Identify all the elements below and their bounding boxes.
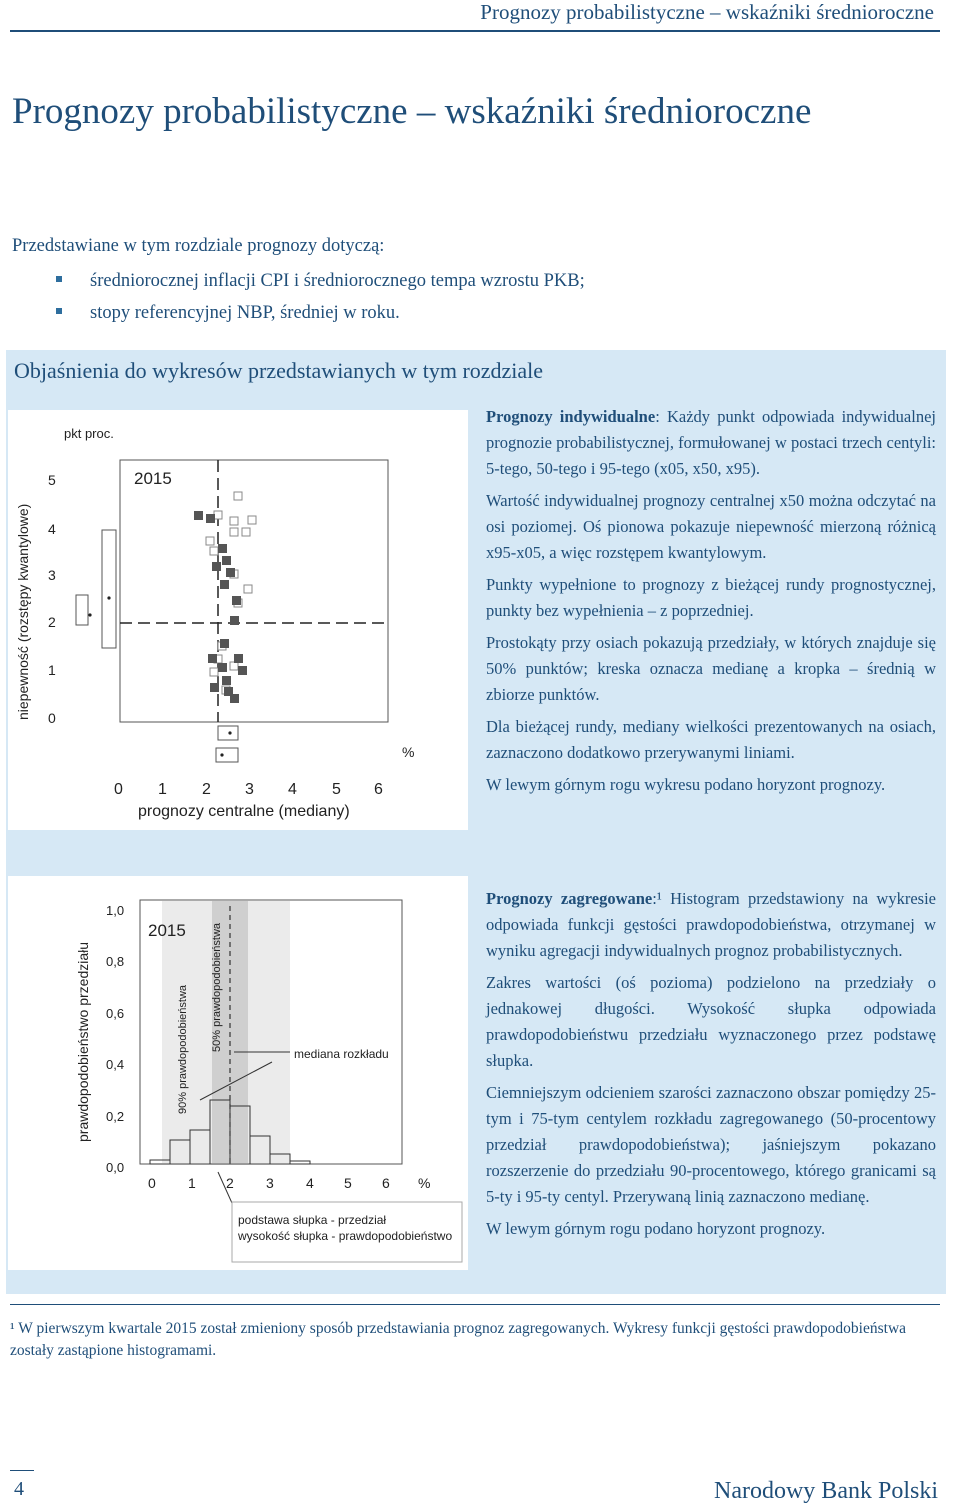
point-current <box>234 654 243 663</box>
label-50: 50% prawdopodobieństwa <box>211 922 223 1052</box>
point-current <box>230 694 239 703</box>
paragraph: Dla bieżącej rundy, mediany wielkości prezentowanych na osiach, zaznaczono dodatkowo przerywanymi liniami. <box>486 717 936 762</box>
x-tick: 0 <box>114 781 123 798</box>
point-previous <box>210 547 218 555</box>
unit-label: pkt proc. <box>64 426 114 441</box>
y-tick: 5 <box>48 472 56 488</box>
point-current <box>206 514 215 523</box>
x-tick: 1 <box>188 1175 196 1191</box>
text-individual <box>486 404 936 804</box>
point-previous <box>230 662 238 670</box>
x-tick: 3 <box>266 1175 274 1191</box>
x-tick: 6 <box>374 781 383 798</box>
x-tick: 6 <box>382 1175 390 1191</box>
x-tick: 4 <box>306 1175 314 1191</box>
x-tick: 5 <box>332 781 341 798</box>
brand-name: Narodowy Bank Polski <box>714 1478 938 1504</box>
y-tick: 0,6 <box>106 1006 125 1021</box>
x-unit: % <box>418 1175 431 1191</box>
x-tick: 4 <box>288 781 297 798</box>
point-current <box>194 511 203 520</box>
square-bullet-icon <box>56 276 62 282</box>
footnote-rule <box>10 1304 940 1305</box>
x-tick: 1 <box>158 781 167 798</box>
y-tick: 0,0 <box>106 1160 125 1175</box>
header-rule <box>10 30 940 32</box>
bullet-item: stopy referencyjnej NBP, średniej w roku. <box>50 297 585 329</box>
y-axis-title: niepewność (rozstępy kwantylowe) <box>15 503 31 720</box>
x-mean-dot <box>220 753 223 756</box>
legend-line1: podstawa słupka - przedział <box>238 1213 387 1227</box>
square-bullet-icon <box>56 308 62 314</box>
y-tick: 2 <box>48 614 56 630</box>
paragraph: Punkty wypełnione to prognozy z bieżącej rundy prognostycznej, punkty bez wypełnienia – z poprzedniej. <box>486 575 936 620</box>
page-title: Prognozy probabilistyczne – wskaźniki średnioroczne <box>12 91 812 132</box>
paragraph: Zakres wartości (oś pozioma) podzielono na przedziały o jednakowej długości. Wysokość słupka odpowiada prawdopodobieństwu przedziału wyznaczonego przez podstawę słupka. <box>486 973 936 1070</box>
x-box-current <box>216 748 238 762</box>
y-tick: 0,2 <box>106 1109 125 1124</box>
x-axis-title: prognozy centralne (mediany) <box>138 803 350 820</box>
point-current <box>212 562 221 571</box>
point-previous <box>214 511 222 519</box>
bullet-item: średniorocznej inflacji CPI i średniorocznego tempa wzrostu PKB; <box>50 265 585 297</box>
paragraph: W lewym górnym rogu wykresu podano horyzont prognozy. <box>486 775 886 794</box>
paragraph: Wartość indywidualnej prognozy centralnej x50 można odczytać na osi poziomej. Oś pionowa pokazuje niepewność mierzoną różnicą x95-x05, a więc rozstępem kwantylowym. <box>486 491 936 562</box>
paragraph: Ciemniejszym odcieniem szarości zaznaczono obszar pomiędzy 25-tym i 75-tym centylem rozkładu zagregowanego (50-procentowy przedział prawdopodobieństwa); jaśniejszym pokazano rozszerzenie do przedziału 90-procentowego, którego granicami są 5-ty i 95-ty centyl. Przerywaną linią zaznaczono medianę. <box>486 1083 936 1206</box>
point-previous <box>248 516 256 524</box>
point-current <box>220 580 229 589</box>
point-previous <box>234 492 242 500</box>
paragraph: W lewym górnym rogu podano horyzont prognozy. <box>486 1219 826 1238</box>
y-tick: 1,0 <box>106 903 125 918</box>
point-current <box>238 666 247 675</box>
x-unit: % <box>402 744 415 760</box>
point-previous <box>230 528 238 536</box>
point-current <box>210 683 219 692</box>
paragraph: Prognozy indywidualne: Każdy punkt odpowiada indywidualnej prognozie probabilistycznej, formułowanej w postaci trzech centyli: 5-tego, 50-tego i 95-tego (x05, x50, x95). <box>486 407 937 478</box>
footnote: ¹ W pierwszym kwartale 2015 został zmieniony sposób przedstawiania prognoz zagregowanych. Wykresy funkcji gęstości prawdopodobieństwa zostały zastąpione histogramami. <box>10 1320 907 1359</box>
intro-bullets <box>50 265 585 329</box>
text-aggregate <box>486 886 936 1248</box>
panel-title: Objaśnienia do wykresów przedstawianych w tym rozdziale <box>14 358 544 383</box>
paragraph: Prognozy zagregowane:¹ Histogram przedstawiony na wykresie odpowiada funkcji gęstości prawdopodobieństwa, otrzymanej w wyniku agregacji indywidualnych prognoz probabilistycznych. <box>486 889 936 960</box>
x-tick: 5 <box>344 1175 352 1191</box>
y-box-previous <box>76 595 88 625</box>
point-previous <box>244 585 252 593</box>
x-tick: 0 <box>148 1175 156 1191</box>
horizon-label: 2015 <box>148 921 186 940</box>
y-tick: 1 <box>48 662 56 678</box>
legend-line2: wysokość słupka - prawdopodobieństwo <box>238 1229 453 1243</box>
point-previous <box>230 517 238 525</box>
point-current <box>222 556 231 565</box>
point-current <box>226 568 235 577</box>
horizon-label: 2015 <box>134 469 172 488</box>
y-tick: 0,8 <box>106 954 125 969</box>
point-previous <box>210 668 218 676</box>
y-tick: 0 <box>48 710 56 726</box>
point-current <box>232 596 241 605</box>
y-mean-dot <box>107 596 110 599</box>
plot-frame <box>120 460 388 722</box>
scatter-chart <box>8 410 468 830</box>
point-previous <box>242 528 250 536</box>
intro-lead: Przedstawiane w tym rozdziale prognozy dotyczą: <box>12 236 385 256</box>
page-number-rule <box>10 1470 34 1471</box>
point-current <box>220 639 229 648</box>
y-box-current <box>102 530 116 648</box>
point-previous <box>206 537 214 545</box>
point-current <box>230 616 239 625</box>
x-tick: 2 <box>202 781 211 798</box>
paragraph: Prostokąty przy osiach pokazują przedziały, w których znajduje się 50% punktów; kreska oznacza medianę a kropka – średnią w zbiorze punktów. <box>486 633 936 704</box>
histogram-chart <box>8 876 468 1270</box>
point-current <box>218 663 227 672</box>
x-mean-dot <box>228 731 231 734</box>
point-current <box>218 544 227 553</box>
point-current <box>208 654 217 663</box>
label-90: 90% prawdopodobieństwa <box>177 984 189 1114</box>
x-tick: 3 <box>245 781 254 798</box>
y-tick: 4 <box>48 521 56 537</box>
running-header: Prognozy probabilistyczne – wskaźniki średnioroczne <box>480 0 934 24</box>
x-tick: 2 <box>226 1175 234 1191</box>
page-number: 4 <box>14 1478 24 1500</box>
y-axis-title: prawdopodobieństwo przedziału <box>75 941 91 1142</box>
y-tick: 0,4 <box>106 1057 125 1072</box>
x-box-previous <box>218 726 238 740</box>
label-median: mediana rozkładu <box>294 1047 389 1061</box>
y-tick: 3 <box>48 567 56 583</box>
point-current <box>222 676 231 685</box>
y-mean-dot <box>88 613 91 616</box>
